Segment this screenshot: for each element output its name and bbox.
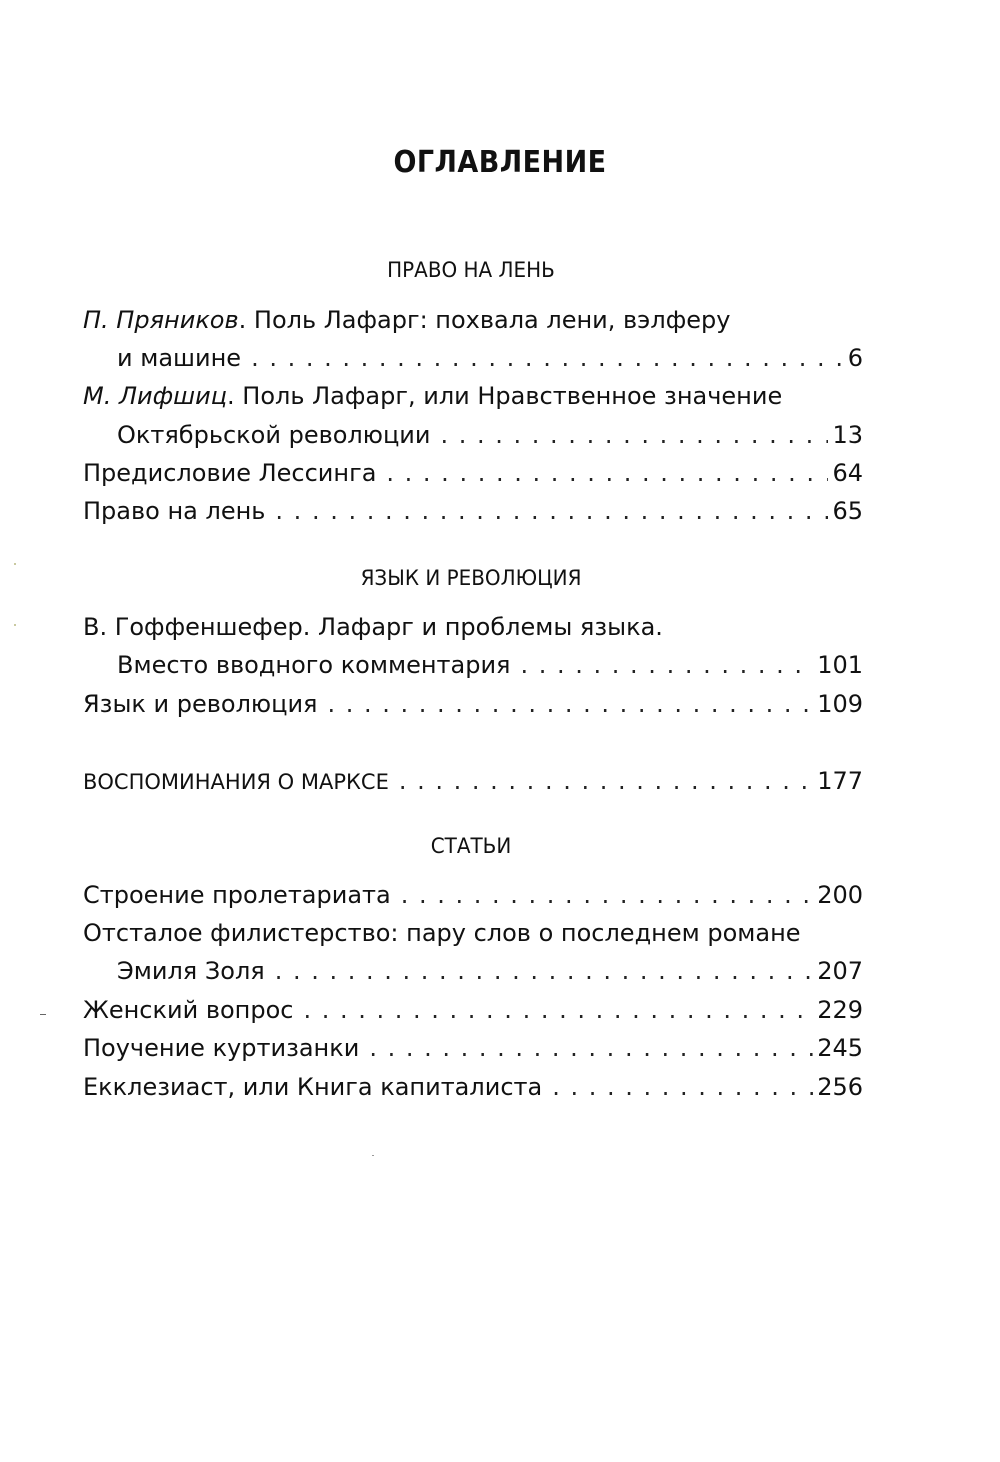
dot-leader: [401, 880, 813, 910]
toc-entry-kurtizanka[interactable]: [83, 1033, 863, 1063]
scan-mark: [40, 1014, 46, 1015]
toc-entry-goffenshefer[interactable]: [83, 612, 863, 642]
entry-title: Язык и революция: [83, 690, 318, 718]
entry-title: Поучение куртизанки: [83, 1034, 360, 1062]
entry-title-cont: Вместо вводного комментария: [117, 651, 511, 679]
section-heading-yazyk: ЯЗЫК И РЕВОЛЮЦИЯ: [360, 566, 582, 590]
dot-leader: [275, 956, 813, 986]
section-heading-pravo: ПРАВО НА ЛЕНЬ: [387, 258, 555, 282]
page-number: 65: [832, 497, 863, 525]
page-number: 256: [817, 1073, 863, 1101]
entry-author: П. Пряников: [83, 306, 239, 334]
dot-leader: [251, 343, 844, 373]
toc-entry-stroenie[interactable]: [83, 880, 863, 910]
toc-entry-lifshits[interactable]: [83, 381, 863, 411]
toc-entry-filisterstvo[interactable]: [83, 918, 863, 948]
scan-mark: [14, 563, 16, 565]
page-number: 101: [817, 651, 863, 679]
toc-entry-zhenskiy-vopros[interactable]: [83, 995, 863, 1025]
entry-title: . Поль Лафарг, или Нравственное значение: [227, 382, 783, 410]
entry-title: Предисловие Лессинга: [83, 459, 377, 487]
scan-mark: [14, 624, 16, 626]
entry-title: Женский вопрос: [83, 996, 294, 1024]
page-number: 109: [817, 690, 863, 718]
toc-entry-pravo-na-len[interactable]: [83, 496, 863, 526]
dot-leader: [441, 420, 829, 450]
page-number: 177: [817, 767, 863, 795]
entry-title: ВОСПОМИНАНИЯ О МАРКСЕ: [83, 770, 389, 794]
dot-leader: [275, 496, 828, 526]
dot-leader: [369, 1033, 813, 1063]
dot-leader: [327, 689, 813, 719]
section-heading-stati: СТАТЬИ: [430, 834, 512, 858]
dot-leader: [521, 650, 814, 680]
toc-entry-yazyk-i-revolyutsiya[interactable]: [83, 689, 863, 719]
toc-entry-pryanikov[interactable]: [83, 305, 863, 335]
toc-entry-vospominaniya[interactable]: [83, 766, 863, 797]
page-number: 207: [817, 957, 863, 985]
toc-entry-filisterstvo-cont[interactable]: [117, 956, 863, 986]
entry-title: Строение пролетариата: [83, 881, 391, 909]
page-number: 13: [832, 421, 863, 449]
entry-title: Отсталое филистерство: пару слов о последнем романе: [83, 919, 801, 947]
page-number: 64: [832, 459, 863, 487]
dot-leader: [399, 766, 813, 796]
page-number: 245: [817, 1034, 863, 1062]
dot-leader: [303, 995, 813, 1025]
page-number: 229: [817, 996, 863, 1024]
entry-title-cont: Эмиля Золя: [117, 957, 265, 985]
toc-entry-pryanikov-cont[interactable]: [117, 343, 863, 373]
dot-leader: [552, 1072, 813, 1102]
scan-mark: [372, 1155, 374, 1156]
entry-title: . Поль Лафарг: похвала лени, вэлферу: [238, 306, 731, 334]
page-number: 6: [847, 344, 863, 372]
toc-entry-lifshits-cont[interactable]: [117, 420, 863, 450]
entry-author: М. Лифшиц: [83, 382, 228, 410]
toc-entry-ekkleziast[interactable]: [83, 1072, 863, 1102]
entry-title: Екклезиаст, или Книга капиталиста: [83, 1073, 543, 1101]
page-title: ОГЛАВЛЕНИЕ: [393, 145, 607, 180]
toc-entry-lessing[interactable]: [83, 458, 863, 488]
entry-title: Право на лень: [83, 497, 266, 525]
entry-title-cont: и машине: [117, 344, 242, 372]
entry-title-cont: Октябрьской революции: [117, 421, 431, 449]
entry-title: В. Гоффеншефер. Лафарг и проблемы языка.: [83, 613, 663, 641]
dot-leader: [386, 458, 828, 488]
page-number: 200: [817, 881, 863, 909]
toc-entry-goffenshefer-cont[interactable]: [117, 650, 863, 680]
